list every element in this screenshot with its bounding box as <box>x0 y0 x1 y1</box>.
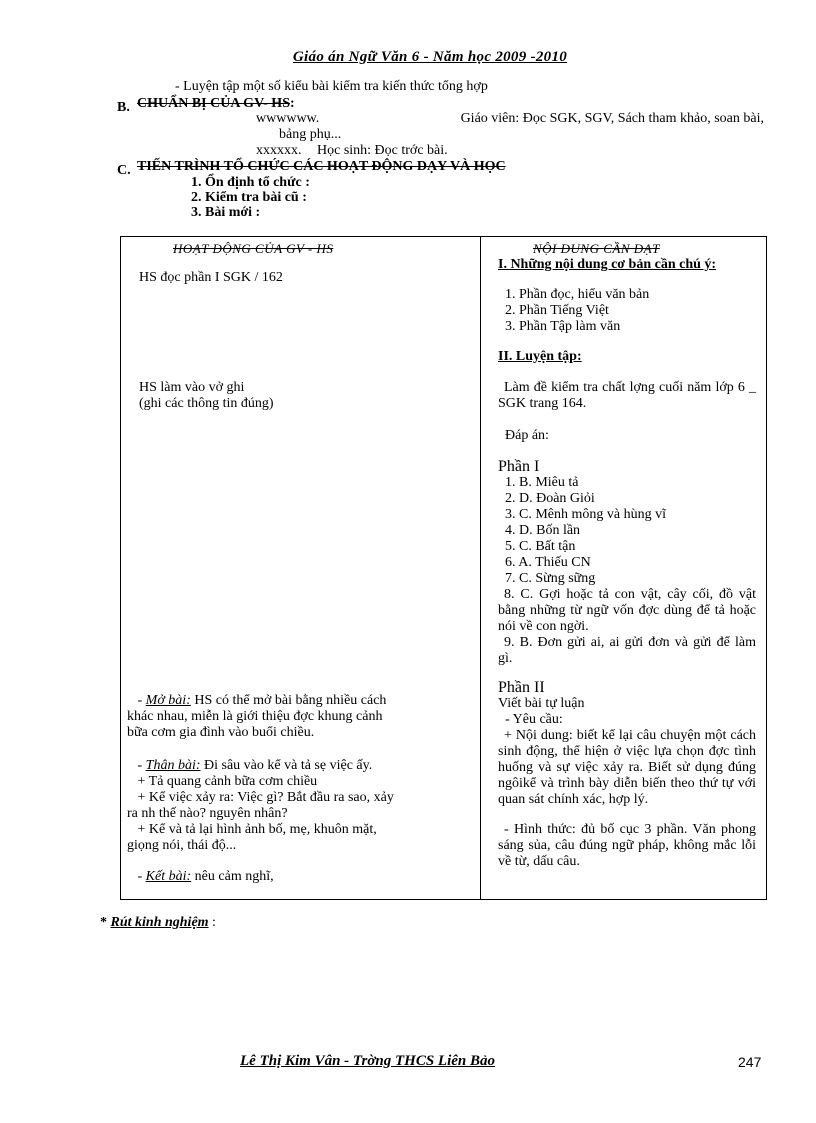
part1-item-4: 4. D. Bốn lần <box>505 523 581 538</box>
intro-line: - Luyện tập một số kiểu bài kiểm tra kiến thức tổng hợp <box>175 79 488 94</box>
section1-title <box>498 258 756 272</box>
read-task: HS đọc phần I SGK / 162 <box>139 270 283 285</box>
part1-item-8: 8. C. Gợi hoặc tả con vật, cây cối, đồ vật bằng những từ ngữ vốn đợc dùng để tả hoặc nói về con ngời. <box>498 587 756 634</box>
mo-bai-text-1: HS có thể mở bài bằng nhiều cách <box>194 693 387 708</box>
student-text: Học sinh: Đọc trớc bài. <box>317 143 448 158</box>
teacher-prep-line <box>256 111 764 127</box>
ket-bai-label: Kết bài: <box>145 869 192 884</box>
than-bai-label: Thân bài: <box>145 758 201 773</box>
section-c-letter: C. <box>117 163 131 178</box>
student-prefix: xxxxxx. <box>256 143 302 158</box>
answer-label: Đáp án: <box>505 428 549 443</box>
part1-item-2: 2. D. Đoàn Giỏi <box>505 491 595 506</box>
mo-bai-text-3: bữa cơm gia đình vào buổi chiều. <box>127 725 315 740</box>
part2-content: + Nội dung: biết kể lại câu chuyện một cách sinh động, thể hiện ở việc lựa chọn đợc tình huống và sự việc xảy ra. Biết sử dụng đúng ngôikể và trình bày diễn biến theo thứ tự với quan sát chính xác, hợp lý. <box>498 728 756 807</box>
section1-item-1: 1. Phần đọc, hiểu văn bản <box>505 287 650 302</box>
than-bai-item-3: ra nh thế nào? nguyên nhân? <box>127 806 288 821</box>
write-task <box>139 380 469 412</box>
part2-form: - Hình thức: đủ bố cục 3 phần. Văn phong sáng sủa, câu đúng ngữ pháp, không mắc lỗi về từ, dấu câu. <box>498 822 756 869</box>
table-column-divider <box>480 237 481 899</box>
exercise-text: Làm đề kiểm tra chất lợng cuối năm lớp 6 _ SGK trang 164. <box>498 380 756 411</box>
part1-title: Phần I <box>498 458 540 475</box>
section-c-title: TIẾN TRÌNH TỔ CHỨC CÁC HOẠT ĐỘNG DẠY VÀ HỌC <box>137 159 506 174</box>
mo-bai-text-2: khác nhau, miễn là giới thiệu đợc khung cảnh <box>127 709 383 724</box>
section-b-title: CHUẨN BỊ CỦA GV- HS <box>137 96 290 111</box>
teacher-text-cont: bảng phụ... <box>279 127 342 142</box>
step-3: 3. Bài mới : <box>191 205 261 220</box>
than-bai-item-1: + Tả quang cảnh bữa cơm chiều <box>137 774 318 789</box>
section2-title: II. Luyện tập: <box>498 349 582 364</box>
than-bai-item-5: giọng nói, thái độ... <box>127 838 237 853</box>
part1-list <box>505 475 763 587</box>
step-1: 1. Ổn định tổ chức : <box>191 175 310 190</box>
part1-item-1: 1. B. Miêu tả <box>505 475 579 490</box>
footer-author: Lê Thị Kim Vân - Trờng THCS Liên Bảo <box>240 1053 496 1069</box>
section-b-heading <box>137 96 295 112</box>
than-bai-block: - Thân bài: Đi sâu vào kể và tả sẹ việc ấy. + Tả quang cảnh bữa cơm chiều + Kể việc xảy ra: Việc gì? Bắt đầu ra sao, xảy ra nh thế nào? nguyên nhân? + Kể và tả lại hình ảnh bố, mẹ, khuôn mặt, giọng nói, thái độ... <box>127 758 472 854</box>
mo-bai-block: - Mở bài: HS có thể mở bài bằng nhiều cách khác nhau, miễn là giới thiệu đợc khung cảnh bữa cơm gia đình vào buổi chiều. <box>127 693 472 741</box>
part1-item-6: 6. A. Thiếu CN <box>505 555 591 570</box>
page-header-title: Giáo án Ngữ Văn 6 - Năm học 2009 -2010 <box>292 49 568 65</box>
right-column-header: NỘI DUNG CẦN ĐẠT <box>533 241 660 256</box>
than-bai-item-4: + Kể và tả lại hình ảnh bố, mẹ, khuôn mặt, <box>137 822 377 837</box>
part2-sub: Viết bài tự luận <box>498 696 585 711</box>
step-2: 2. Kiểm tra bài cũ : <box>191 190 307 205</box>
than-bai-item-2: + Kể việc xảy ra: Việc gì? Bắt đầu ra sao, xảy <box>137 790 394 805</box>
section-b-letter: B. <box>117 100 130 115</box>
write-task-line-1: HS làm vào vở ghi <box>139 380 245 395</box>
ket-bai-text: nêu cảm nghĩ, <box>194 869 274 884</box>
page-number: 247 <box>738 1054 762 1070</box>
section-b-colon: : <box>289 96 295 111</box>
section1-item-2: 2. Phần Tiếng Việt <box>505 303 609 318</box>
part1-item-5: 5. C. Bất tận <box>505 539 576 554</box>
experience-star: * <box>100 915 107 930</box>
part1-item-9: 9. B. Đơn gửi ai, ai gửi đơn và gửi để làm gì. <box>498 635 756 666</box>
section1-list <box>505 287 763 335</box>
lesson-table <box>120 236 767 900</box>
section1-title-text: I. Những nội dung cơ bản cần chú ý: <box>498 257 717 272</box>
section1-item-3: 3. Phần Tập làm văn <box>505 319 621 334</box>
left-column-header: HOẠT ĐỘNG CỦA GV - HS <box>173 241 334 256</box>
write-task-line-2: (ghi các thông tin đúng) <box>139 396 274 411</box>
part1-item-3: 3. C. Mênh mông và hùng vĩ <box>505 507 666 522</box>
experience-note <box>100 915 216 931</box>
experience-label: Rút kinh nghiệm <box>110 915 209 930</box>
teacher-text: Giáo viên: Đọc SGK, SGV, Sách tham khảo, soan bài, <box>460 111 764 126</box>
teacher-prefix: wwwwww. <box>256 111 320 126</box>
than-bai-text: Đi sâu vào kể và tả sẹ việc ấy. <box>204 758 373 773</box>
experience-colon: : <box>212 915 216 930</box>
student-prep-line <box>256 143 448 159</box>
part2-title: Phần II <box>498 679 545 696</box>
part2-req: - Yêu cầu: <box>505 712 563 727</box>
ket-bai-block: - Kết bài: nêu cảm nghĩ, <box>127 869 274 884</box>
part1-item-7: 7. C. Sừng sững <box>505 571 596 586</box>
mo-bai-label: Mở bài: <box>145 693 191 708</box>
